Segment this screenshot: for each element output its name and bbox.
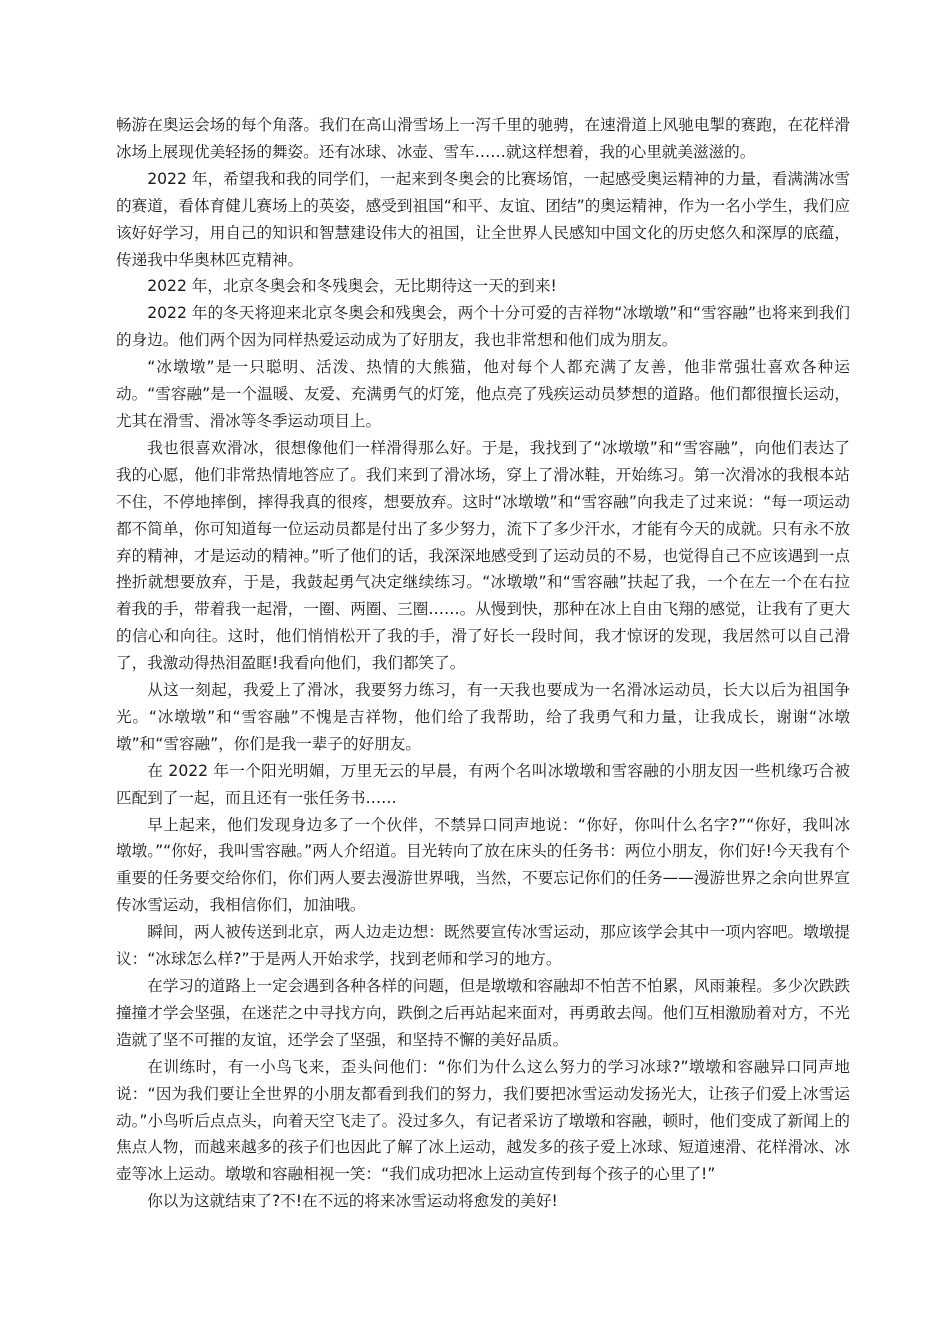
document-body bbox=[116, 112, 850, 1215]
paragraph: 在 2022 年一个阳光明媚，万里无云的早晨，有两个名叫冰墩墩和雪容融的小朋友因一些机缘巧合被匹配到了一起，而且还有一张任务书…… bbox=[116, 761, 850, 807]
paragraph: 2022 年，希望我和我的同学们，一起来到冬奥会的比赛场馆，一起感受奥运精神的力量，看满满冰雪的赛道，看体育健儿赛场上的英姿，感受到祖国“和平、友谊、团结”的奥运精神，作为一名小学生，我们应该好好学习，用自己的知识和智慧建设伟大的祖国，让全世界人民感知中国文化的历史悠久和深厚的底蕴，传递我中华奥林匹克精神。 bbox=[116, 169, 850, 269]
paragraph: 瞬间，两人被传送到北京，两人边走边想：既然要宣传冰雪运动，那应该学会其中一项内容吧。墩墩提议：“冰球怎么样?”于是两人开始求学，找到老师和学习的地方。 bbox=[116, 923, 850, 969]
paragraph: 2022 年，北京冬奥会和冬残奥会，无比期待这一天的到来! bbox=[147, 277, 557, 296]
paragraph: 你以为这就结束了?不!在不远的将来冰雪运动将愈发的美好! bbox=[147, 1192, 558, 1211]
paragraph: 畅游在奥运会场的每个角落。我们在高山滑雪场上一泻千里的驰骋，在速滑道上风驰电掣的赛跑，在花样滑冰场上展现优美轻扬的舞姿。还有冰球、冰壶、雪车……就这样想着，我的心里就美滋滋的。 bbox=[116, 116, 850, 161]
paragraph: 从这一刻起，我爱上了滑冰，我要努力练习，有一天我也要成为一名滑冰运动员，长大以后为祖国争光。“冰墩墩”和“雪容融”不愧是吉祥物，他们给了我帮助，给了我勇气和力量，让我成长，谢谢“冰墩墩”和“雪容融”，你们是我一辈子的好朋友。 bbox=[116, 681, 850, 753]
paragraph: 在训练时，有一小鸟飞来，歪头问他们：“你们为什么这么努力的学习冰球?”墩墩和容融异口同声地说：“因为我们要让全世界的小朋友都看到我们的努力，我们要把冰雪运动发扬光大，让孩子们爱上冰雪运动。”小鸟听后点点头，向着天空飞走了。没过多久，有记者采访了墩墩和容融，顿时，他们变成了新闻上的焦点人物，而越来越多的孩子们也因此了解了冰上运动，越发多的孩子爱上冰球、短道速滑、花样滑冰、冰壶等冰上运动。墩墩和容融相视一笑：“我们成功把冰上运动宣传到每个孩子的心里了!” bbox=[116, 1057, 850, 1184]
paragraph: 我也很喜欢滑冰，很想像他们一样滑得那么好。于是，我找到了“冰墩墩”和“雪容融”，向他们表达了我的心愿，他们非常热情地答应了。我们来到了滑冰场，穿上了滑冰鞋，开始练习。第一次滑冰的我根本站不住，不停地摔倒，摔得我真的很疼，想要放弃。这时“冰墩墩”和“雪容融”向我走了过来说：“每一项运动都不简单，你可知道每一位运动员都是付出了多少努力，流下了多少汗水，才能有今天的成就。只有永不放弃的精神，才是运动的精神。”听了他们的话，我深深地感受到了运动员的不易，也觉得自己不应该遇到一点挫折就想要放弃，于是，我鼓起勇气决定继续练习。“冰墩墩”和“雪容融”扶起了我，一个在左一个在右拉着我的手，带着我一起滑，一圈、两圈、三圈……。从慢到快，那种在冰上自由飞翔的感觉，让我有了更大的信心和向往。这时，他们悄悄松开了我的手，滑了好长一段时间，我才惊讶的发现，我居然可以自己滑了，我激动得热泪盈眶!我看向他们，我们都笑了。 bbox=[116, 438, 850, 673]
paragraph: “冰墩墩”是一只聪明、活泼、热情的大熊猫，他对每个人都充满了友善，他非常强壮喜欢各种运动。“雪容融”是一个温暖、友爱、充满勇气的灯笼，他点亮了残疾运动员梦想的道路。他们都很擅长运动，尤其在滑雪、滑冰等冬季运动项目上。 bbox=[116, 358, 850, 430]
paragraph: 2022 年的冬天将迎来北京冬奥会和残奥会，两个十分可爱的吉祥物“冰墩墩”和“雪容融”也将来到我们的身边。他们两个因为同样热爱运动成为了好朋友，我也非常想和他们成为朋友。 bbox=[116, 304, 850, 350]
paragraph: 早上起来，他们发现身边多了一个伙伴，不禁异口同声地说：“你好，你叫什么名字?”“你好，我叫冰墩墩。”“你好，我叫雪容融。”两人介绍道。目光转向了放在床头的任务书：两位小朋友，你们好!今天我有个重要的任务要交给你们，你们两人要去漫游世界哦，当然，不要忘记你们的任务——漫游世界之余向世界宣传冰雪运动，我相信你们，加油哦。 bbox=[116, 815, 850, 915]
paragraph: 在学习的道路上一定会遇到各种各样的问题，但是墩墩和容融却不怕苦不怕累，风雨兼程。多少次跌跌撞撞才学会坚强，在迷茫之中寻找方向，跌倒之后再站起来面对，再勇敢去闯。他们互相激励着对方，不光造就了坚不可摧的友谊，还学会了坚强，和坚持不懈的美好品质。 bbox=[116, 977, 850, 1049]
